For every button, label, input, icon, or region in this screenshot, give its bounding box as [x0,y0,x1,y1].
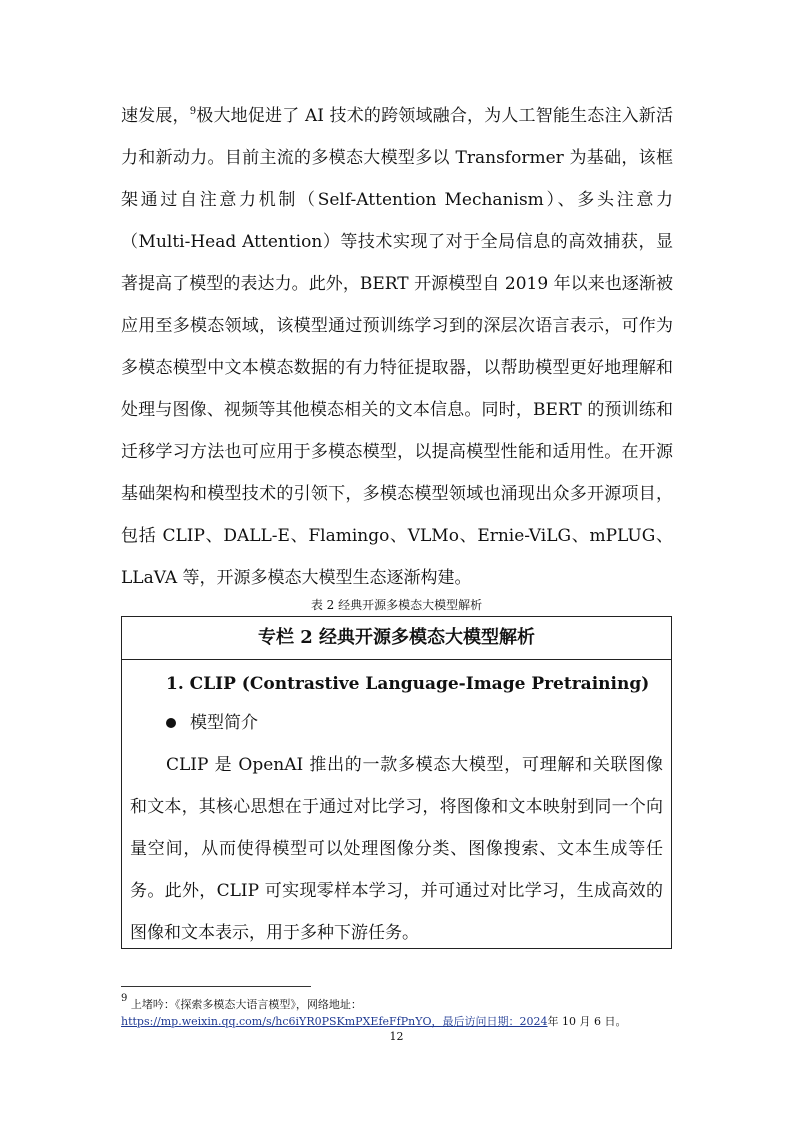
box-content [122,666,671,954]
footnote-number: 9 [121,993,128,1004]
footnote-link[interactable]: https://mp.weixin.qq.com/s/hc6iYR0PSKmPXEfeFfPnYO，最后访问日期：2024 [121,1015,548,1028]
table-caption: 表 2 经典开源多模态大模型解析 [310,598,483,612]
column-box [121,616,672,949]
bullet-label: 模型简介 [190,713,258,733]
body-text [121,95,673,599]
box-paragraph: CLIP 是 OpenAI 推出的一款多模态大模型，可理解和关联图像和文本，其核心思想在于通过对比学习，将图像和文本映射到同一个向量空间，从而使得模型可以处理图像分类、图像搜索、文本生成等任务。此外，CLIP 可实现零样本学习，并可通过对比学习，生成高效的图像和文本表示，用于多种下游任务。 [130,755,663,943]
body-paragraph [121,95,673,599]
footnote [121,993,681,1030]
footnote-text: 上堵吟：《探索多模态大语言模型》，网络地址： [130,998,362,1011]
footnote-divider [121,986,311,987]
section-title: 1. CLIP (Contrastive Language-Image Pretraining) [166,674,650,694]
footnote-ref[interactable]: 9 [189,106,197,117]
footnote-tail: 年 10 月 6 日。 [547,1015,627,1028]
page-number: 12 [389,1030,404,1043]
box-header: 专栏 2 经典开源多模态大模型解析 [122,617,671,660]
body-paragraph-rest: 极大地促进了 AI 技术的跨领域融合，为人工智能生态注入新活力和新动力。目前主流的多模态大模型多以 Transformer 为基础，该框架通过自注意力机制（Self-Attention Mechanism）、多头注意力（Multi-Head Attention）等技术实现了对于全局信息的高效捕获，显著提高了模型的表达力。此外，BERT 开源模型自 2019 年以来也逐渐被应用至多模态领域，该模型通过预训练学习到的深层次语言表示，可作为多模态模型中文本模态数据的有力特征提取器，以帮助模型更好地理解和处理与图像、视频等其他模态相关的文本信息。同时，BERT 的预训练和迁移学习方法也可应用于多模态模型，以提高模型性能和适用性。在开源基础架构和模型技术的引领下，多模态模型领域也涌现出众多开源项目，包括 CLIP、DALL-E、Flamingo、VLMo、Ernie-ViLG、mPLUG、LLaVA 等，开源多模态大模型生态逐渐构建。 [121,106,673,588]
bullet-item [166,702,663,744]
bullet-icon [166,718,176,728]
body-paragraph-start: 速发展， [121,106,190,126]
